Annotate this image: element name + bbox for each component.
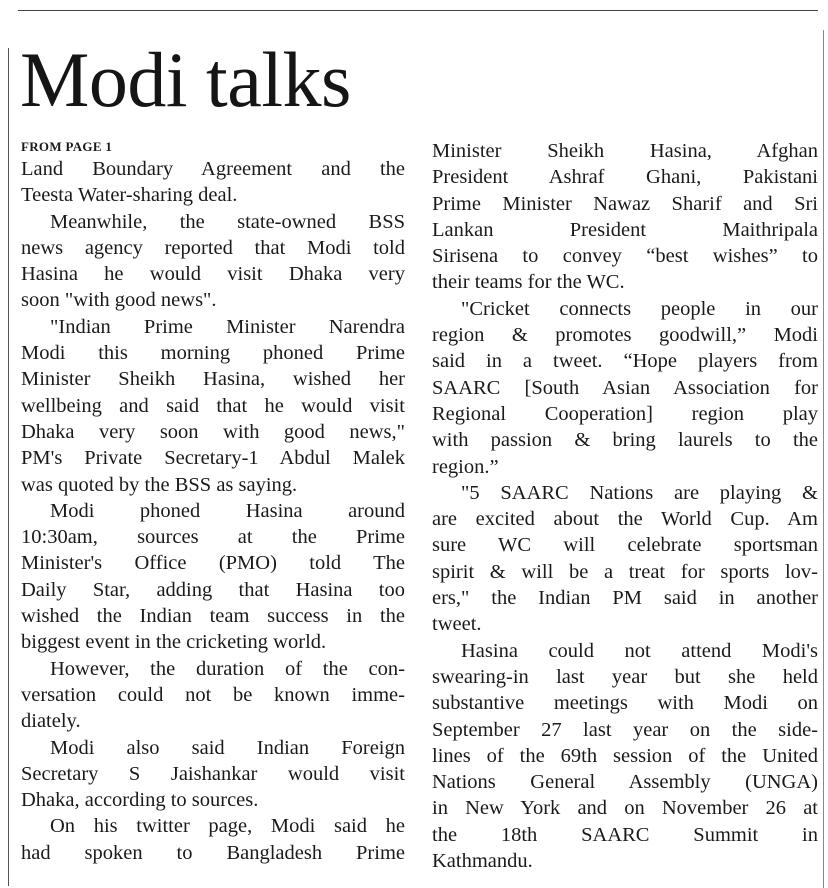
left-column-rule xyxy=(8,48,9,886)
text-line: Daily Star, adding that Hasina too xyxy=(21,578,405,601)
text-line: soon "with good news". xyxy=(21,289,217,312)
text-line: SAARC [South Asian Association for xyxy=(432,376,818,399)
text-line: are excited about the World Cup. Am xyxy=(432,508,818,531)
text-line: Minister Sheikh Hasina, wished her xyxy=(21,368,405,391)
text-line: Minister Sheikh Hasina, Afghan xyxy=(432,140,818,162)
text-line: region & promotes goodwill,” Modi xyxy=(432,324,818,347)
text-line: President Ashraf Ghani, Pakistani xyxy=(432,166,818,189)
text-line: 10:30am, sources at the Prime xyxy=(21,526,405,549)
right-column xyxy=(432,138,818,874)
text-line: Sirisena to convey “best wishes” to xyxy=(432,245,818,268)
text-line: Secretary S Jaishankar would visit xyxy=(21,762,405,785)
text-line: tweet. xyxy=(432,613,482,636)
text-line: "5 SAARC Nations are playing & xyxy=(461,481,818,504)
text-line: September 27 last year on the side- xyxy=(432,718,818,741)
text-line: "Indian Prime Minister Narendra xyxy=(50,315,405,338)
headline: Modi talks xyxy=(20,36,351,123)
text-line: Regional Cooperation] region play xyxy=(432,402,818,425)
text-line: Minister's Office (PMO) told The xyxy=(21,552,405,575)
text-line: Meanwhile, the state-owned BSS xyxy=(50,210,405,233)
text-line: PM's Private Secretary-1 Abdul Malek xyxy=(21,447,405,470)
text-line: ers," the Indian PM said in another xyxy=(432,587,818,610)
text-line: diately. xyxy=(21,710,81,733)
text-line: swearing-in last year but she held xyxy=(432,665,818,688)
right-column-lines xyxy=(432,138,818,874)
text-line: in New York and on November 26 at xyxy=(432,797,818,820)
text-line: Land Boundary Agreement and the xyxy=(21,158,405,180)
text-line: Lankan President Maithripala xyxy=(432,218,818,241)
text-line: versation could not be known imme- xyxy=(21,683,405,706)
text-line: Modi this morning phoned Prime xyxy=(21,342,405,365)
text-line: region.” xyxy=(432,455,499,478)
text-line: with passion & bring laurels to the xyxy=(432,429,818,452)
text-line: substantive meetings with Modi on xyxy=(432,692,818,715)
right-edge-rule xyxy=(823,30,824,888)
text-line: Dhaka very soon with good news," xyxy=(21,420,405,443)
text-line: their teams for the WC. xyxy=(432,271,625,294)
text-line: spirit & will be a treat for sports lov- xyxy=(432,560,818,583)
top-rule xyxy=(18,10,818,11)
text-line: wished the Indian team success in the xyxy=(21,605,405,628)
text-line: said in a tweet. “Hope players from xyxy=(432,350,818,373)
text-line: lines of the 69th session of the United xyxy=(432,744,818,767)
text-line: However, the duration of the con- xyxy=(50,657,405,680)
text-line: Hasina he would visit Dhaka very xyxy=(21,263,405,286)
text-line: Nations General Assembly (UNGA) xyxy=(432,771,818,794)
text-line: the 18th SAARC Summit in xyxy=(432,823,818,846)
text-line: biggest event in the cricketing world. xyxy=(21,631,327,654)
text-line: was quoted by the BSS as saying. xyxy=(21,473,298,496)
left-column xyxy=(21,138,405,866)
text-line: Prime Minister Nawaz Sharif and Sri xyxy=(432,192,818,215)
left-column-lines xyxy=(21,156,405,866)
text-line: Teesta Water-sharing deal. xyxy=(21,184,238,207)
text-line: had spoken to Bangladesh Prime xyxy=(21,841,405,864)
text-line: sure WC will celebrate sportsman xyxy=(432,534,818,557)
text-line: Dhaka, according to sources. xyxy=(21,789,259,812)
text-line: wellbeing and said that he would visit xyxy=(21,394,405,417)
text-line: On his twitter page, Modi said he xyxy=(50,815,405,838)
text-line: Modi phoned Hasina around xyxy=(50,499,405,522)
text-line: Hasina could not attend Modi's xyxy=(461,639,818,662)
kicker: FROM PAGE 1 xyxy=(21,139,113,154)
text-line: Kathmandu. xyxy=(432,850,533,873)
text-line: news agency reported that Modi told xyxy=(21,236,405,259)
text-line: "Cricket connects people in our xyxy=(461,297,818,320)
text-line: Modi also said Indian Foreign xyxy=(50,736,405,759)
